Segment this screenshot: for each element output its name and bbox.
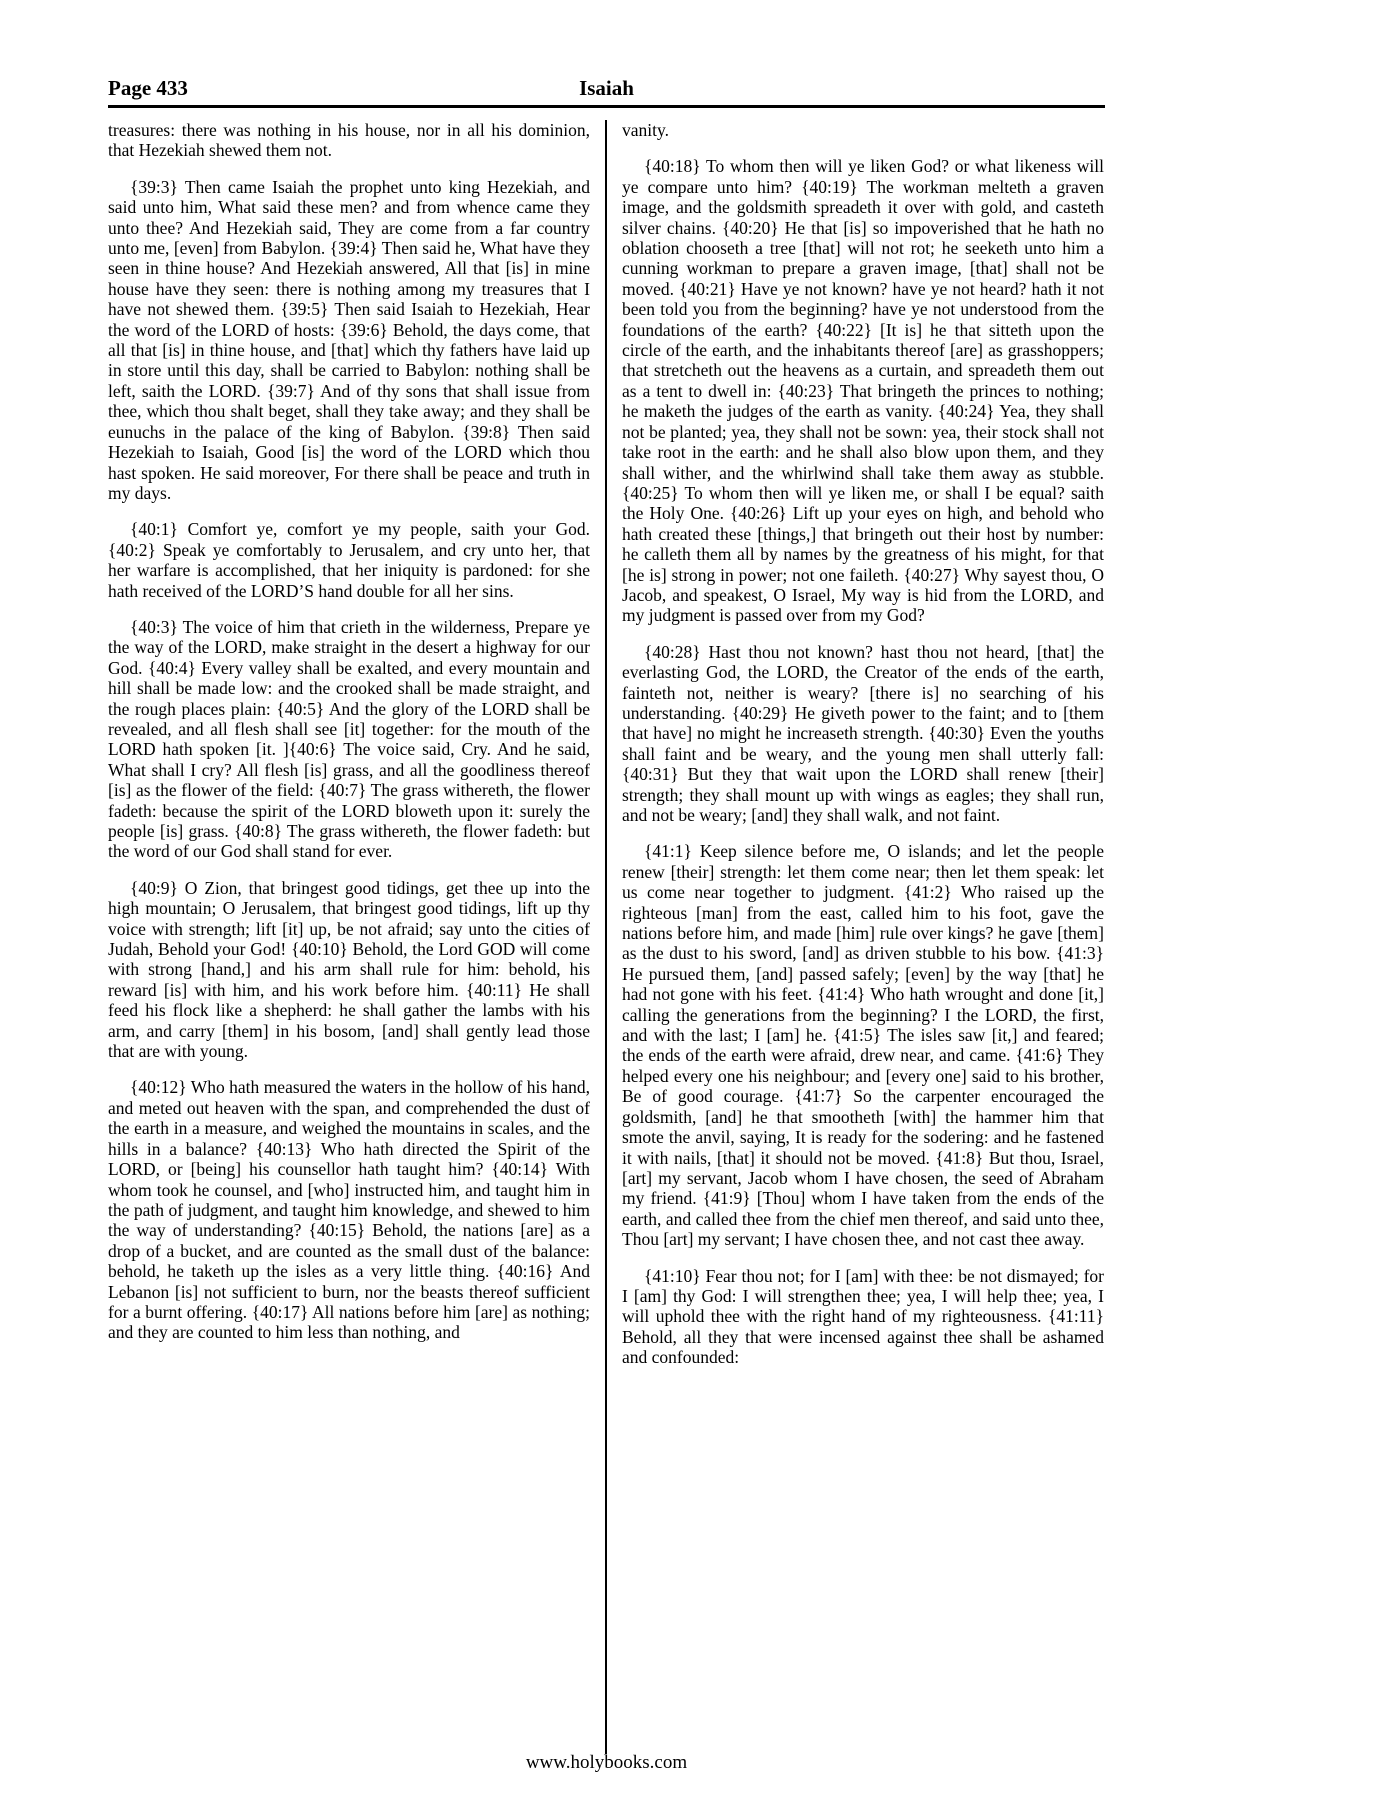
paragraph: vanity. — [622, 120, 669, 140]
paragraph: {40:28} Hast thou not known? hast thou not heard, [that] the everlasting God, the LORD, the Creator of the ends of the earth, fainteth not, neither is weary? [there is] no searching of his understanding. {40:29} He giveth power to the faint; and to [them that have] no might he increaseth strength. {40:30} Even the youths shall faint and be weary, and the young men shall utterly fall: {40:31} But they that wait upon the LORD shall renew [their] strength; they shall mount up with wings as eagles; they shall run, and not be weary; [and] they shall walk, and not faint. — [622, 641, 1104, 825]
paragraph: {41:10} Fear thou not; for I [am] with thee: be not dismayed; for I [am] thy God: I will strengthen thee; yea, I will help thee; yea, I will uphold thee with the right hand of my righteousness. {41:11} Behold, all they that were incensed against thee shall be ashamed and confounded: — [622, 1265, 1104, 1368]
paragraph: {39:3} Then came Isaiah the prophet unto king Hezekiah, and said unto him, What said these men? and from whence came they unto thee? And Hezekiah said, They are come from a far country unto me, [even] from Babylon. {39:4} Then said he, What have they seen in thine house? And Hezekiah answered, All that [is] in mine house have they seen: there is nothing among my treasures that I have not shewed them. {39:5} Then said Isaiah to Hezekiah, Hear the word of the LORD of hosts: {39:6} Behold, the days come, that all that [is] in thine house, and [that] which thy fathers have laid up in store until this day, shall be carried to Babylon: nothing shall be left, saith the LORD. {39:7} And of thy sons that shall issue from thee, which thou shalt beget, shall they take away; and they shall be eunuchs in the palace of the king of Babylon. {39:8} Then said Hezekiah to Isaiah, Good [is] the word of the LORD which thou hast spoken. He said moreover, For there shall be peace and truth in my days. — [108, 176, 590, 503]
right-column — [622, 120, 1104, 1754]
paragraph: treasures: there was nothing in his house, nor in all his dominion, that Hezekiah shewed them not. — [108, 120, 590, 161]
website-url: www.holybooks.com — [525, 1752, 688, 1773]
paragraph: {40:18} To whom then will ye liken God? or what likeness will ye compare unto him? {40:19} The workman melteth a graven image, and the goldsmith spreadeth it over with gold, and casteth silver chains. {40:20} He that [is] so impoverished that he hath no oblation chooseth a tree [that] will not rot; he seeketh unto him a cunning workman to prepare a graven image, [that] shall not be moved. {40:21} Have ye not known? have ye not heard? hath it not been told you from the beginning? have ye not understood from the foundations of the earth? {40:22} [It is] he that sitteth upon the circle of the earth, and the inhabitants thereof [are] as grasshoppers; that stretcheth out the heavens as a curtain, and spreadeth them out as a tent to dwell in: {40:23} That bringeth the princes to nothing; he maketh the judges of the earth as vanity. {40:24} Yea, they shall not be planted; yea, they shall not be sown: yea, their stock shall not take root in the earth: and he shall also blow upon them, and they shall wither, and the whirlwind shall take them away as stubble. {40:25} To whom then will ye liken me, or shall I be equal? saith the Holy One. {40:26} Lift up your eyes on high, and behold who hath created these [things,] that bringeth out their host by number: he calleth them all by names by the greatness of his might, for that [he is] strong in power; not one faileth. {40:27} Why sayest thou, O Jacob, and speakest, O Israel, My way is hid from the LORD, and my judgment is passed over from my God? — [622, 156, 1104, 626]
page-footer — [108, 1752, 1105, 1774]
text-columns — [108, 108, 1105, 1754]
left-column — [108, 120, 590, 1754]
paragraph: {40:12} Who hath measured the waters in the hollow of his hand, and meted out heaven with the span, and comprehended the dust of the earth in a measure, and weighed the mountains in scales, and the hills in a balance? {40:13} Who hath directed the Spirit of the LORD, or [being] his counsellor hath taught him? {40:14} With whom took he counsel, and [who] instructed him, and taught him in the path of judgment, and taught him knowledge, and shewed to him the way of understanding? {40:15} Behold, the nations [are] as a drop of a bucket, and are counted as the small dust of the balance: behold, he taketh up the isles as a very little thing. {40:16} And Lebanon [is] not sufficient to burn, nor the beasts thereof sufficient for a burnt offering. {40:17} All nations before him [are] as nothing; and they are counted to him less than nothing, and — [108, 1077, 590, 1343]
paragraph: {40:1} Comfort ye, comfort ye my people, saith your God. {40:2} Speak ye comfortably to Jerusalem, and cry unto her, that her warfare is accomplished, that her iniquity is pardoned: for she hath received of the LORD’S hand double for all her sins. — [108, 519, 590, 601]
page-header — [108, 76, 1105, 103]
document-page — [108, 76, 1105, 1754]
column-divider — [605, 120, 607, 1754]
paragraph: {40:9} O Zion, that bringest good tidings, get thee up into the high mountain; O Jerusalem, that bringest good tidings, lift up thy voice with strength; lift [it] up, be not afraid; say unto the cities of Judah, Behold your God! {40:10} Behold, the Lord GOD will come with strong [hand,] and his arm shall rule for him: behold, his reward [is] with him, and his work before him. {40:11} He shall feed his flock like a shepherd: he shall gather the lambs with his arm, and carry [them] in his bosom, [and] shall gently lead those that are with young. — [108, 877, 590, 1062]
paragraph: {40:3} The voice of him that crieth in the wilderness, Prepare ye the way of the LORD, make straight in the desert a highway for our God. {40:4} Every valley shall be exalted, and every mountain and hill shall be made low: and the crooked shall be made straight, and the rough places plain: {40:5} And the glory of the LORD shall be revealed, and all flesh shall see [it] together: for the mouth of the LORD hath spoken [it. ]{40:6} The voice said, Cry. And he said, What shall I cry? All flesh [is] grass, and all the goodliness thereof [is] as the flower of the field: {40:7} The grass withereth, the flower fadeth: because the spirit of the LORD bloweth upon it: surely the people [is] grass. {40:8} The grass withereth, the flower fadeth: but the word of our God shall stand for ever. — [108, 616, 590, 862]
book-title: Isaiah — [579, 76, 634, 100]
paragraph: {41:1} Keep silence before me, O islands; and let the people renew [their] strength: let them come near; then let them speak: let us come near together to judgment. {41:2} Who raised up the righteous [man] from the east, called him to his foot, gave the nations before him, and made [him] rule over kings? he gave [them] as the dust to his sword, [and] as driven stubble to his bow. {41:3} He pursued them, [and] passed safely; [even] by the way [that] he had not gone with his feet. {41:4} Who hath wrought and done [it,] calling the generations from the beginning? I the LORD, the first, and with the last; I [am] he. {41:5} The isles saw [it,] and feared; the ends of the earth were afraid, drew near, and came. {41:6} They helped every one his neighbour; and [every one] said to his brother, Be of good courage. {41:7} So the carpenter encouraged the goldsmith, [and] he that smootheth [with] the hammer him that smote the anvil, saying, It is ready for the sodering: and he fastened it with nails, [that] it should not be moved. {41:8} But thou, Israel, [art] my servant, Jacob whom I have chosen, the seed of Abraham my friend. {41:9} [Thou] whom I have taken from the ends of the earth, and called thee from the chief men thereof, and said unto thee, Thou [art] my servant; I have chosen thee, and not cast thee away. — [622, 841, 1104, 1250]
page-number: Page 433 — [108, 76, 188, 100]
